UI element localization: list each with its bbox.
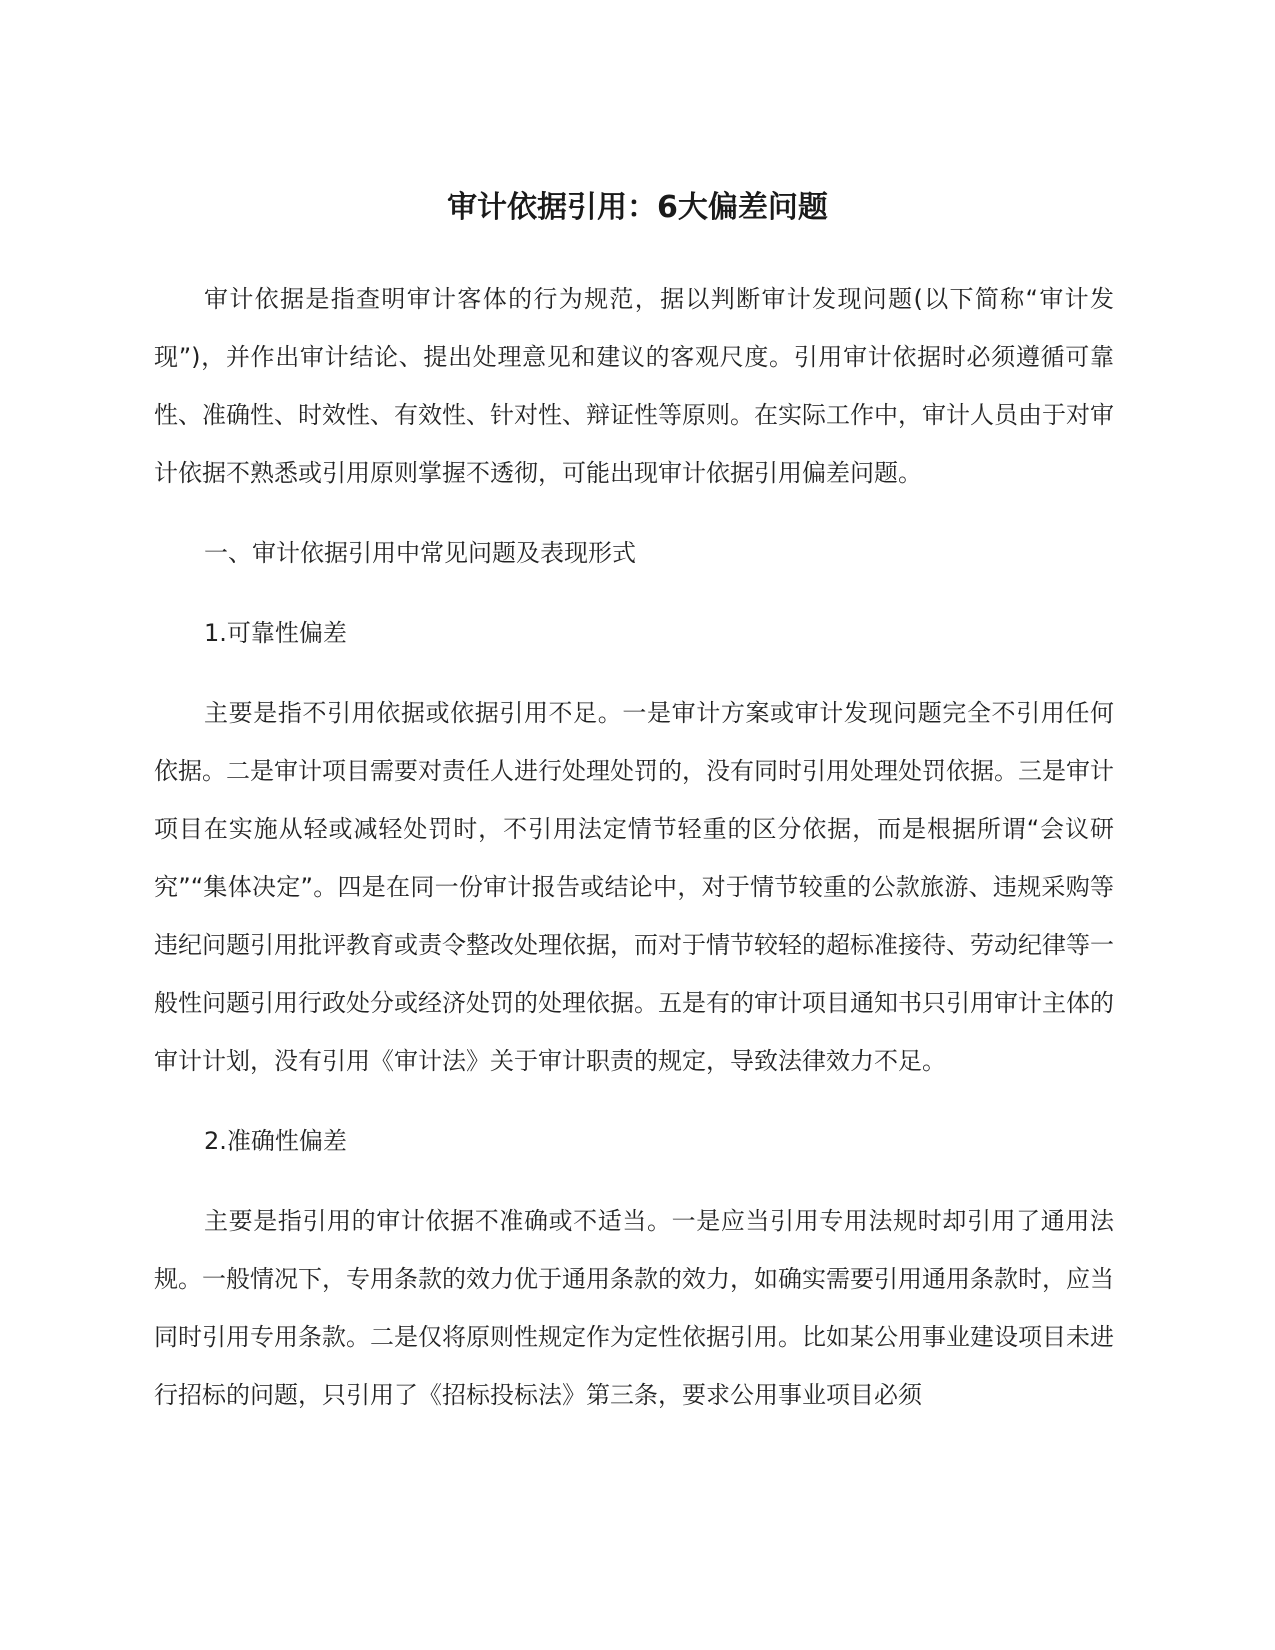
reliability-paragraph: 主要是指不引用依据或依据引用不足。一是审计方案或审计发现问题完全不引用任何依据。二是审计项目需要对责任人进行处理处罚的，没有同时引用处理处罚依据。三是审计项目在实施从轻或减轻处罚时，不引用法定情节轻重的区分依据，而是根据所谓“会议研究”“集体决定”。四是在同一份审计报告或结论中，对于情节较重的公款旅游、违规采购等违纪问题引用批评教育或责令整改处理依据，而对于情节较轻的超标准接待、劳动纪律等一般性问题引用行政处分或经济处罚的处理依据。五是有的审计项目通知书只引用审计主体的审计计划，没有引用《审计法》关于审计职责的规定，导致法律效力不足。 [154,699,1114,1075]
document-title: 审计依据引用：6大偏差问题 [447,190,828,225]
subsection-heading-accuracy: 2.准确性偏差 [204,1127,347,1155]
accuracy-paragraph: 主要是指引用的审计依据不准确或不适当。一是应当引用专用法规时却引用了通用法规。一般情况下，专用条款的效力优于通用条款的效力，如确实需要引用通用条款时，应当同时引用专用条款。二是仅将原则性规定作为定性依据引用。比如某公用事业建设项目未进行招标的问题，只引用了《招标投标法》第三条，要求公用事业项目必须 [154,1207,1114,1409]
intro-paragraph: 审计依据是指查明审计客体的行为规范，据以判断审计发现问题(以下简称“审计发现”)，并作出审计结论、提出处理意见和建议的客观尺度。引用审计依据时必须遵循可靠性、准确性、时效性、有效性、针对性、辩证性等原则。在实际工作中，审计人员由于对审计依据不熟悉或引用原则掌握不透彻，可能出现审计依据引用偏差问题。 [154,285,1114,487]
section-heading-1: 一、审计依据引用中常见问题及表现形式 [204,539,636,567]
subsection-heading-reliability: 1.可靠性偏差 [204,619,347,647]
document-body [154,270,1114,1446]
